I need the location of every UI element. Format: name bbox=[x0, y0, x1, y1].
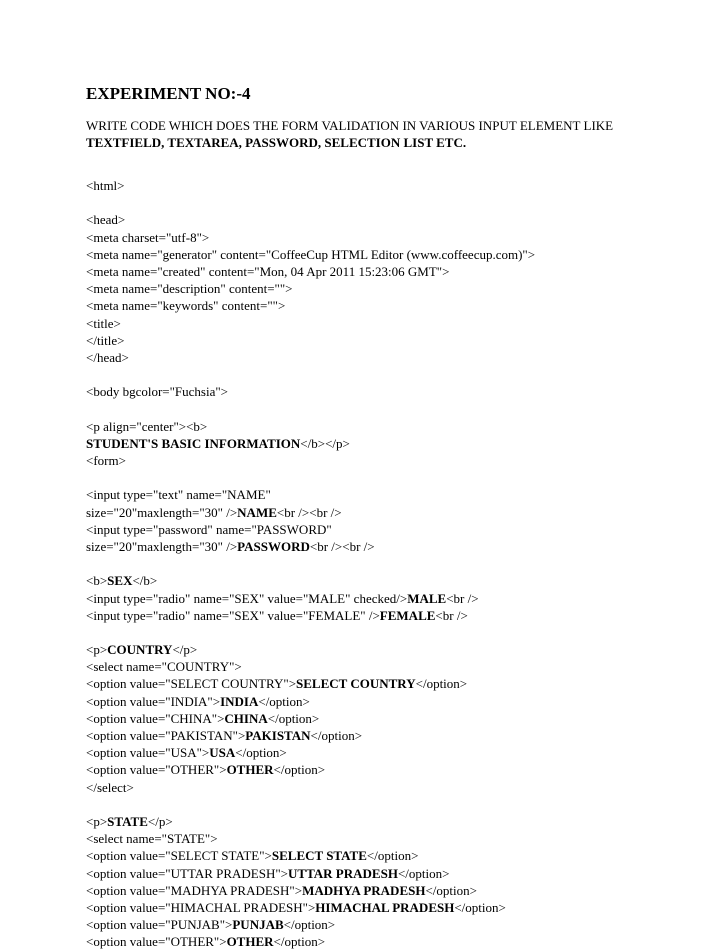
code-line bbox=[86, 538, 706, 555]
code-bold-text: SEX bbox=[107, 573, 133, 589]
code-line bbox=[86, 933, 706, 950]
code-line bbox=[86, 349, 706, 366]
code-text: <select name="STATE"> bbox=[86, 831, 218, 847]
code-line bbox=[86, 297, 706, 314]
code-line bbox=[86, 572, 706, 589]
code-text: </option> bbox=[273, 934, 326, 950]
blank-line bbox=[86, 366, 706, 383]
code-text: <meta name="created" content="Mon, 04 Apr 2011 15:23:06 GMT"> bbox=[86, 263, 450, 279]
code-line bbox=[86, 280, 706, 297]
code-text: </option> bbox=[235, 745, 287, 761]
code-line bbox=[86, 521, 706, 538]
code-line bbox=[86, 882, 706, 899]
code-text: <br /> bbox=[446, 590, 479, 606]
blank-line bbox=[86, 555, 706, 572]
code-text: <input type="text" name="NAME" bbox=[86, 487, 271, 503]
task-description bbox=[86, 117, 706, 151]
code-text: <br /> bbox=[435, 607, 468, 623]
code-text: </b></p> bbox=[300, 435, 350, 451]
code-line bbox=[86, 607, 706, 624]
code-text: <head> bbox=[86, 212, 126, 228]
code-line bbox=[86, 779, 706, 796]
code-text: <option value="HIMACHAL PRADESH"> bbox=[86, 899, 316, 915]
code-text: <option value="MADHYA PRADESH"> bbox=[86, 882, 303, 898]
code-bold-text: OTHER bbox=[226, 762, 274, 778]
code-text: <select name="COUNTRY"> bbox=[86, 659, 242, 675]
code-text: </option> bbox=[258, 693, 310, 709]
code-line bbox=[86, 865, 706, 882]
code-text: <title> bbox=[86, 315, 121, 331]
code-line bbox=[86, 710, 706, 727]
code-listing bbox=[86, 177, 706, 950]
code-line bbox=[86, 486, 706, 503]
code-text: <option value="SELECT STATE"> bbox=[86, 848, 272, 864]
code-text: <meta name="generator" content="CoffeeCup HTML Editor (www.coffeecup.com)"> bbox=[86, 246, 536, 262]
code-bold-text: SELECT COUNTRY bbox=[296, 676, 416, 692]
code-text: <meta name="description" content=""> bbox=[86, 281, 293, 297]
code-text: <option value="CHINA"> bbox=[86, 710, 225, 726]
code-text: </option> bbox=[283, 917, 336, 933]
code-text: <meta charset="utf-8"> bbox=[86, 229, 210, 245]
code-text: <form> bbox=[86, 453, 126, 468]
blank-line bbox=[86, 624, 706, 641]
code-bold-text: NAME bbox=[237, 504, 277, 520]
document-body bbox=[86, 84, 706, 950]
code-text: <br /><br /> bbox=[276, 504, 342, 520]
code-line bbox=[86, 744, 706, 761]
code-line bbox=[86, 830, 706, 847]
code-text: <option value="UTTAR PRADESH"> bbox=[86, 865, 289, 881]
code-bold-text: STUDENT'S BASIC INFORMATION bbox=[86, 435, 301, 451]
code-text: </option> bbox=[397, 865, 450, 881]
code-text: size="20"maxlength="30" /> bbox=[86, 504, 238, 520]
code-line bbox=[86, 847, 706, 864]
blank-line bbox=[86, 400, 706, 417]
code-text: </head> bbox=[86, 349, 129, 365]
code-line bbox=[86, 675, 706, 692]
code-bold-text: USA bbox=[209, 745, 236, 761]
code-text: size="20"maxlength="30" /> bbox=[86, 538, 238, 554]
code-line bbox=[86, 263, 706, 280]
experiment-heading: EXPERIMENT NO:-4 bbox=[86, 84, 251, 103]
code-bold-text: PAKISTAN bbox=[245, 728, 311, 743]
code-bold-text: COUNTRY bbox=[107, 642, 173, 658]
code-text: <option value="PAKISTAN"> bbox=[86, 728, 246, 743]
code-text: <b> bbox=[86, 573, 108, 589]
code-line bbox=[86, 916, 706, 933]
code-text: <body bgcolor="Fuchsia"> bbox=[86, 384, 229, 400]
code-line bbox=[86, 590, 706, 607]
code-text: <option value="PUNJAB"> bbox=[86, 917, 233, 933]
code-bold-text: HIMACHAL PRADESH bbox=[315, 899, 455, 915]
code-text: </option> bbox=[454, 899, 506, 915]
code-line bbox=[86, 229, 706, 246]
code-text: <option value="OTHER"> bbox=[86, 934, 227, 950]
code-text: </select> bbox=[86, 779, 134, 795]
code-text: </option> bbox=[273, 762, 326, 778]
code-line bbox=[86, 211, 706, 228]
code-text: </option> bbox=[310, 728, 363, 743]
blank-line bbox=[86, 194, 706, 211]
code-line bbox=[86, 761, 706, 778]
code-line bbox=[86, 452, 706, 469]
code-line bbox=[86, 435, 706, 452]
code-line bbox=[86, 727, 706, 744]
code-text: <p> bbox=[86, 642, 108, 658]
code-text: </title> bbox=[86, 332, 125, 348]
code-text: </p> bbox=[172, 642, 198, 658]
code-line bbox=[86, 813, 706, 830]
code-text: <p> bbox=[86, 813, 108, 829]
code-bold-text: FEMALE bbox=[379, 607, 436, 623]
blank-line bbox=[86, 469, 706, 486]
code-text: </option> bbox=[366, 848, 419, 864]
code-bold-text: CHINA bbox=[224, 710, 268, 726]
code-text: <input type="radio" name="SEX" value="FEMALE" /> bbox=[86, 607, 380, 623]
code-line bbox=[86, 504, 706, 521]
code-line bbox=[86, 383, 706, 400]
code-bold-text: UTTAR PRADESH bbox=[288, 865, 398, 881]
task-line-1: WRITE CODE WHICH DOES THE FORM VALIDATION IN VARIOUS INPUT ELEMENT LIKE bbox=[86, 118, 614, 133]
code-bold-text: PASSWORD bbox=[237, 538, 310, 554]
code-bold-text: INDIA bbox=[220, 693, 259, 709]
code-text: <meta name="keywords" content=""> bbox=[86, 298, 286, 314]
code-line bbox=[86, 658, 706, 675]
code-text: </option> bbox=[267, 710, 320, 726]
code-bold-text: SELECT STATE bbox=[271, 848, 367, 864]
code-line bbox=[86, 641, 706, 658]
code-text: <input type="password" name="PASSWORD" bbox=[86, 521, 332, 537]
code-line bbox=[86, 246, 706, 263]
code-text: <br /><br /> bbox=[309, 538, 375, 554]
code-bold-text: MALE bbox=[407, 590, 447, 606]
code-line bbox=[86, 315, 706, 332]
code-text: <p align="center"><b> bbox=[86, 418, 208, 434]
code-text: </option> bbox=[425, 882, 477, 898]
code-text: </option> bbox=[415, 676, 468, 692]
code-bold-text: PUNJAB bbox=[232, 917, 284, 933]
blank-line bbox=[86, 796, 706, 813]
code-bold-text: STATE bbox=[107, 813, 148, 829]
code-text: </b> bbox=[132, 573, 158, 589]
code-text: </p> bbox=[147, 813, 173, 829]
code-text: <option value="USA"> bbox=[86, 745, 210, 761]
code-bold-text: MADHYA PRADESH bbox=[302, 882, 426, 898]
code-line bbox=[86, 332, 706, 349]
code-line bbox=[86, 177, 706, 194]
code-text: <option value="INDIA"> bbox=[86, 693, 221, 709]
code-text: <option value="SELECT COUNTRY"> bbox=[86, 676, 297, 692]
code-line bbox=[86, 418, 706, 435]
code-line bbox=[86, 693, 706, 710]
code-line bbox=[86, 899, 706, 916]
task-line-2: TEXTFIELD, TEXTAREA, PASSWORD, SELECTION LIST ETC. bbox=[86, 135, 467, 150]
code-bold-text: OTHER bbox=[226, 934, 274, 950]
code-text: <html> bbox=[86, 178, 125, 193]
code-text: <input type="radio" name="SEX" value="MALE" checked/> bbox=[86, 590, 408, 606]
code-text: <option value="OTHER"> bbox=[86, 762, 227, 778]
